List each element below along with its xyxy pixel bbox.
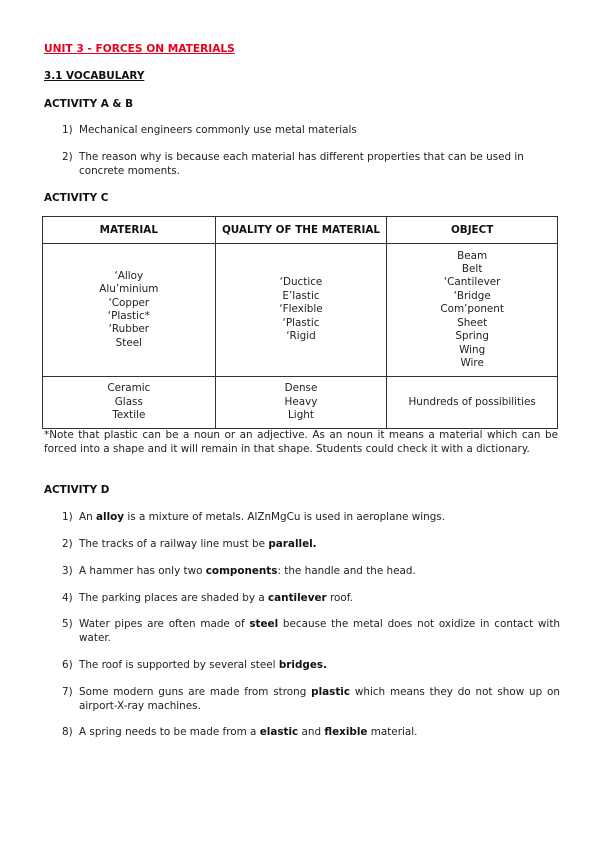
item-number: 1): [62, 124, 73, 136]
item-text: [79, 686, 560, 713]
keyword: components: [205, 565, 278, 577]
list-item: [62, 124, 560, 138]
item-number: 7): [62, 686, 73, 698]
keyword: plastic: [311, 686, 351, 698]
list-item: [62, 538, 560, 552]
keyword: cantilever: [268, 592, 327, 604]
text-fragment: A hammer has only two: [79, 565, 206, 577]
text-fragment: A spring needs to be made from a: [79, 726, 260, 738]
text-fragment: and: [298, 726, 325, 738]
item-text: [79, 511, 560, 525]
quality-entry: ‘Flexible: [279, 303, 323, 316]
object-entry: Wing: [459, 343, 486, 356]
object-entry: Sheet: [457, 316, 488, 329]
list-item: [62, 592, 560, 606]
item-text: [79, 659, 560, 673]
object-entry: ‘Cantilever: [443, 276, 501, 289]
quality-entry: ‘Ductice: [279, 276, 323, 289]
list-item: [62, 618, 560, 645]
material-entry: Glass: [114, 395, 143, 408]
text-fragment: Water pipes are often made of: [79, 618, 250, 630]
column-header-material: MATERIAL: [43, 217, 216, 244]
quality-entry: ‘Plastic: [282, 316, 320, 329]
item-number: 3): [62, 565, 73, 577]
object-entry: Belt: [461, 263, 483, 276]
text-fragment: The roof is supported by several steel: [79, 659, 279, 671]
quality-entry: E’lastic: [282, 289, 320, 302]
list-item: [62, 686, 560, 713]
item-number: 8): [62, 726, 73, 738]
table-row: [43, 244, 558, 377]
material-entry: Steel: [115, 336, 142, 349]
object-entry: Com’ponent: [440, 303, 504, 316]
object-entry: Wire: [460, 356, 484, 369]
material-entry: ‘Alloy: [114, 269, 144, 282]
text-fragment: An: [79, 511, 96, 523]
column-header-quality: QUALITY OF THE MATERIAL: [215, 217, 387, 244]
quality-entry: Light: [288, 409, 314, 422]
text-fragment: The tracks of a railway line must be: [79, 538, 269, 550]
item-number: 2): [62, 538, 73, 550]
item-text: [79, 592, 560, 606]
item-number: 6): [62, 659, 73, 671]
material-entry: ‘Copper: [108, 296, 150, 309]
material-entry: ‘Rubber: [108, 323, 150, 336]
text-fragment: material.: [367, 726, 418, 738]
object-entry: Beam: [457, 249, 488, 262]
keyword: parallel.: [268, 538, 317, 550]
material-cell: [43, 244, 216, 377]
material-cell: [43, 377, 216, 429]
text-fragment: which means they do not show up on airport-X-ray machines.: [79, 686, 560, 712]
quality-entry: Dense: [284, 382, 318, 395]
quality-entry: Heavy: [284, 395, 318, 408]
unit-title: UNIT 3 - FORCES ON MATERIALS: [44, 43, 235, 55]
item-number: 5): [62, 618, 73, 630]
table-row: [43, 377, 558, 429]
object-cell: [387, 377, 558, 429]
activity-ab-heading: ACTIVITY A & B: [44, 98, 134, 110]
item-text: [79, 565, 560, 579]
quality-entry: ‘Rigid: [286, 330, 316, 343]
column-header-object: OBJECT: [387, 217, 558, 244]
keyword: alloy: [96, 511, 125, 523]
keyword: elastic: [259, 726, 299, 738]
quality-cell: [215, 377, 387, 429]
activity-c-heading: ACTIVITY C: [44, 192, 109, 204]
list-item: [62, 511, 560, 525]
text-fragment: Some modern guns are made from strong: [79, 686, 312, 698]
material-entry: Textile: [112, 409, 146, 422]
list-item: [62, 565, 560, 579]
keyword: steel: [249, 618, 279, 630]
item-number: 4): [62, 592, 73, 604]
text-fragment: is a mixture of metals. AlZnMgCu is used in aeroplane wings.: [124, 511, 446, 523]
material-entry: Alu’minium: [99, 283, 159, 296]
item-text: Mechanical engineers commonly use metal materials: [79, 124, 357, 136]
text-fragment: roof.: [326, 592, 353, 604]
text-fragment: : the handle and the head.: [277, 565, 416, 577]
table-note: *Note that plastic can be a noun or an adjective. As an noun it means a material which can be forced into a shape and it will remain in that shape. Students could check it with a dictionary.: [44, 429, 558, 455]
quality-cell: [215, 244, 387, 377]
section-title: 3.1 VOCABULARY: [44, 70, 145, 82]
item-text: The reason why is because each material has different properties that can be used in concrete moments.: [79, 151, 524, 177]
item-number: 1): [62, 511, 73, 523]
text-fragment: because the metal does not oxidize in contact with water.: [79, 618, 560, 644]
keyword: bridges.: [278, 659, 328, 671]
item-number: 2): [62, 151, 73, 163]
list-item: [62, 726, 560, 740]
list-item: [62, 151, 560, 178]
material-entry: ‘Plastic*: [107, 310, 150, 322]
text-fragment: The parking places are shaded by a: [79, 592, 268, 604]
object-entry: ‘Bridge: [453, 289, 491, 302]
keyword: flexible: [324, 726, 368, 738]
material-entry: Ceramic: [107, 382, 151, 395]
list-item: [62, 659, 560, 673]
item-text: [79, 538, 560, 552]
object-cell: [387, 244, 558, 377]
materials-table: [42, 216, 558, 429]
item-text: [79, 726, 560, 740]
activity-d-heading: ACTIVITY D: [44, 484, 110, 496]
table-header-row: [43, 217, 558, 244]
item-text: [79, 618, 560, 645]
object-entry: Hundreds of possibilities: [408, 395, 536, 408]
object-entry: Spring: [455, 330, 489, 343]
